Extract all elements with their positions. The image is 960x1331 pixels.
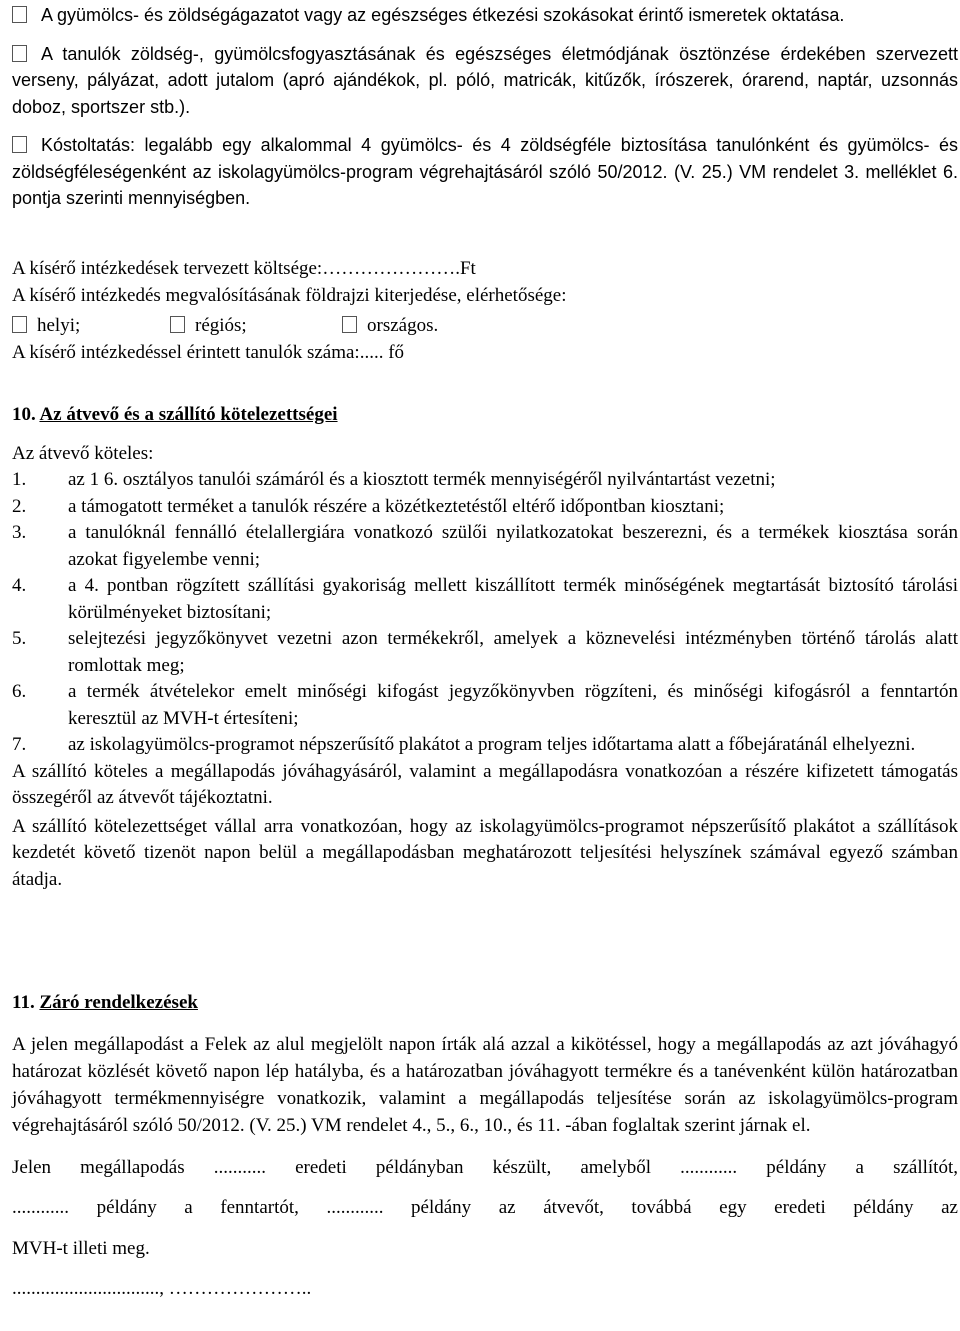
checkbox[interactable] xyxy=(342,316,357,333)
topic-list xyxy=(12,2,958,212)
duty-number: 1. xyxy=(12,469,27,490)
signature-place-date: ..............................., ………………….. xyxy=(12,1278,312,1299)
duties-list xyxy=(12,467,958,759)
duty-item xyxy=(12,520,958,573)
scope-label: A kísérő intézkedés megvalósításának földrajzi kiterjedése, elérhetősége: xyxy=(12,284,567,306)
duty-text: az iskolagyümölcs-programot népszerűsítő plakátot a program teljes időtartama alatt a főbejáratánál elhelyezni. xyxy=(68,734,916,755)
duty-number: 6. xyxy=(12,681,27,702)
topic-item-1: A gyümölcs- és zöldségágazatot vagy az egészséges étkezési szokásokat érintő ismeretek oktatása. xyxy=(12,2,958,29)
checkbox[interactable] xyxy=(12,316,27,333)
duty-item xyxy=(12,679,958,732)
planned-cost: A kísérő intézkedések tervezett költsége:………………….Ft xyxy=(12,258,476,279)
duties-intro: Az átvevő köteles: xyxy=(12,442,154,464)
checkbox[interactable] xyxy=(12,6,27,23)
topic-item-3: Kóstoltatás: legalább egy alkalommal 4 gyümölcs- és 4 zöldségféle biztosítása tanulónként és gyümölcs- és zöldségféleségenként az iskolagyümölcs-program végrehajtásáról szóló 50/2012. (V. 25.) VM rendelet 3. melléklet 6. pontja szerinti mennyiségben. xyxy=(12,135,958,208)
copies-line-1: Jelen megállapodás ........... eredeti példányban készült, amelyből ............ példány a szállítót, xyxy=(12,1156,958,1178)
duty-text: a termék átvételekor emelt minőségi kifogást jegyzőkönyvben rögzíteni, és minőségi kifogásról a fenntartón keresztül az MVH-t értesíteni; xyxy=(68,681,958,729)
copies-line-2: ............ példány a fenntartót, ............ példány az átvevőt, továbbá egy eredeti példány az xyxy=(12,1197,958,1218)
section-heading: 11. Záró rendelkezések xyxy=(12,992,198,1013)
supplier-paragraph-2: A szállító kötelezettséget vállal arra vonatkozóan, hogy az iskolagyümölcs-programot népszerűsítő plakátot a szállítások kezdetét követő tizenöt napon belül a megállapodásban meghatározott teljesítési helyszínek számával egyező számban átadja. xyxy=(12,815,958,890)
duty-number: 4. xyxy=(12,575,27,596)
checkbox[interactable] xyxy=(12,45,27,62)
scope-regional[interactable]: régiós; xyxy=(170,313,342,340)
closing-paragraph: A jelen megállapodást a Felek az alul megjelölt napon írták alá azzal a kikötéssel, hogy a megállapodás az azt jóváhagyó határozat közlését követő napon lép hatályba, és a határozatban jóváhagyott termékre és a tanévenként külön határozatban jóváhagyott termékmennyiségre vonatkozik, valamint a megállapodás teljesítése során az iskolagyümölcs-program végrehajtásáról szóló 50/2012. (V. 25.) VM rendelet 4., 5., 6., 10., és 11. -ában foglaltak szerint járnak el. xyxy=(12,1033,958,1136)
duty-item xyxy=(12,626,958,679)
duty-number: 7. xyxy=(12,734,27,755)
scope-national[interactable]: országos. xyxy=(342,313,438,340)
checkbox[interactable] xyxy=(12,136,27,153)
affected-students: A kísérő intézkedéssel érintett tanulók száma:..... fő xyxy=(12,341,405,363)
duty-number: 5. xyxy=(12,628,27,649)
accompanying-measures xyxy=(12,256,958,366)
section-heading: 10. Az átvevő és a szállító kötelezettségei xyxy=(12,404,338,425)
section-11 xyxy=(12,990,958,1303)
duty-item xyxy=(12,467,958,494)
supplier-paragraph-1: A szállító köteles a megállapodás jóváhagyásáról, valamint a megállapodásra vonatkozóan a részére kifizetett támogatás összegéről az átvevőt tájékoztatni. xyxy=(12,760,958,808)
duty-number: 2. xyxy=(12,495,27,517)
scope-options xyxy=(12,313,958,340)
topic-item-2: A tanulók zöldség-, gyümölcsfogyasztásának és egészséges életmódjának ösztönzése érdekében szervezett verseny, pályázat, adott jutalom (apró ajándékok, pl. póló, matricák, kitűzők, írószerek, órarend, naptár, uzsonnás doboz, sportszer stb.). xyxy=(12,43,958,117)
duty-item xyxy=(12,732,958,759)
duty-text: a támogatott terméket a tanulók részére a közétkeztetéstől eltérő időpontban kiosztani; xyxy=(68,495,725,517)
duty-text: selejtezési jegyzőkönyvet vezetni azon termékekről, amelyek a köznevelési intézményben történő tárolás alatt romlottak meg; xyxy=(68,628,958,676)
duty-text: az 1 6. osztályos tanulói számáról és a kiosztott termék mennyiségéről nyilvántartást vezetni; xyxy=(68,469,776,490)
duty-number: 3. xyxy=(12,522,27,543)
duty-text: a 4. pontban rögzített szállítási gyakoriság mellett kiszállított termék minőségének megtartását biztosító tárolási körülményeket biztosítani; xyxy=(68,575,958,623)
scope-local[interactable]: helyi; xyxy=(12,313,170,340)
checkbox[interactable] xyxy=(170,316,185,333)
duty-text: a tanulóknál fennálló ételallergiára vonatkozó szülői nyilatkozatokat beszerezni, és a termékek kiosztása során azokat figyelembe venni; xyxy=(68,522,958,570)
duty-item xyxy=(12,494,958,521)
copies-line-3: MVH-t illeti meg. xyxy=(12,1237,150,1259)
duty-item xyxy=(12,573,958,626)
section-10 xyxy=(12,402,958,893)
